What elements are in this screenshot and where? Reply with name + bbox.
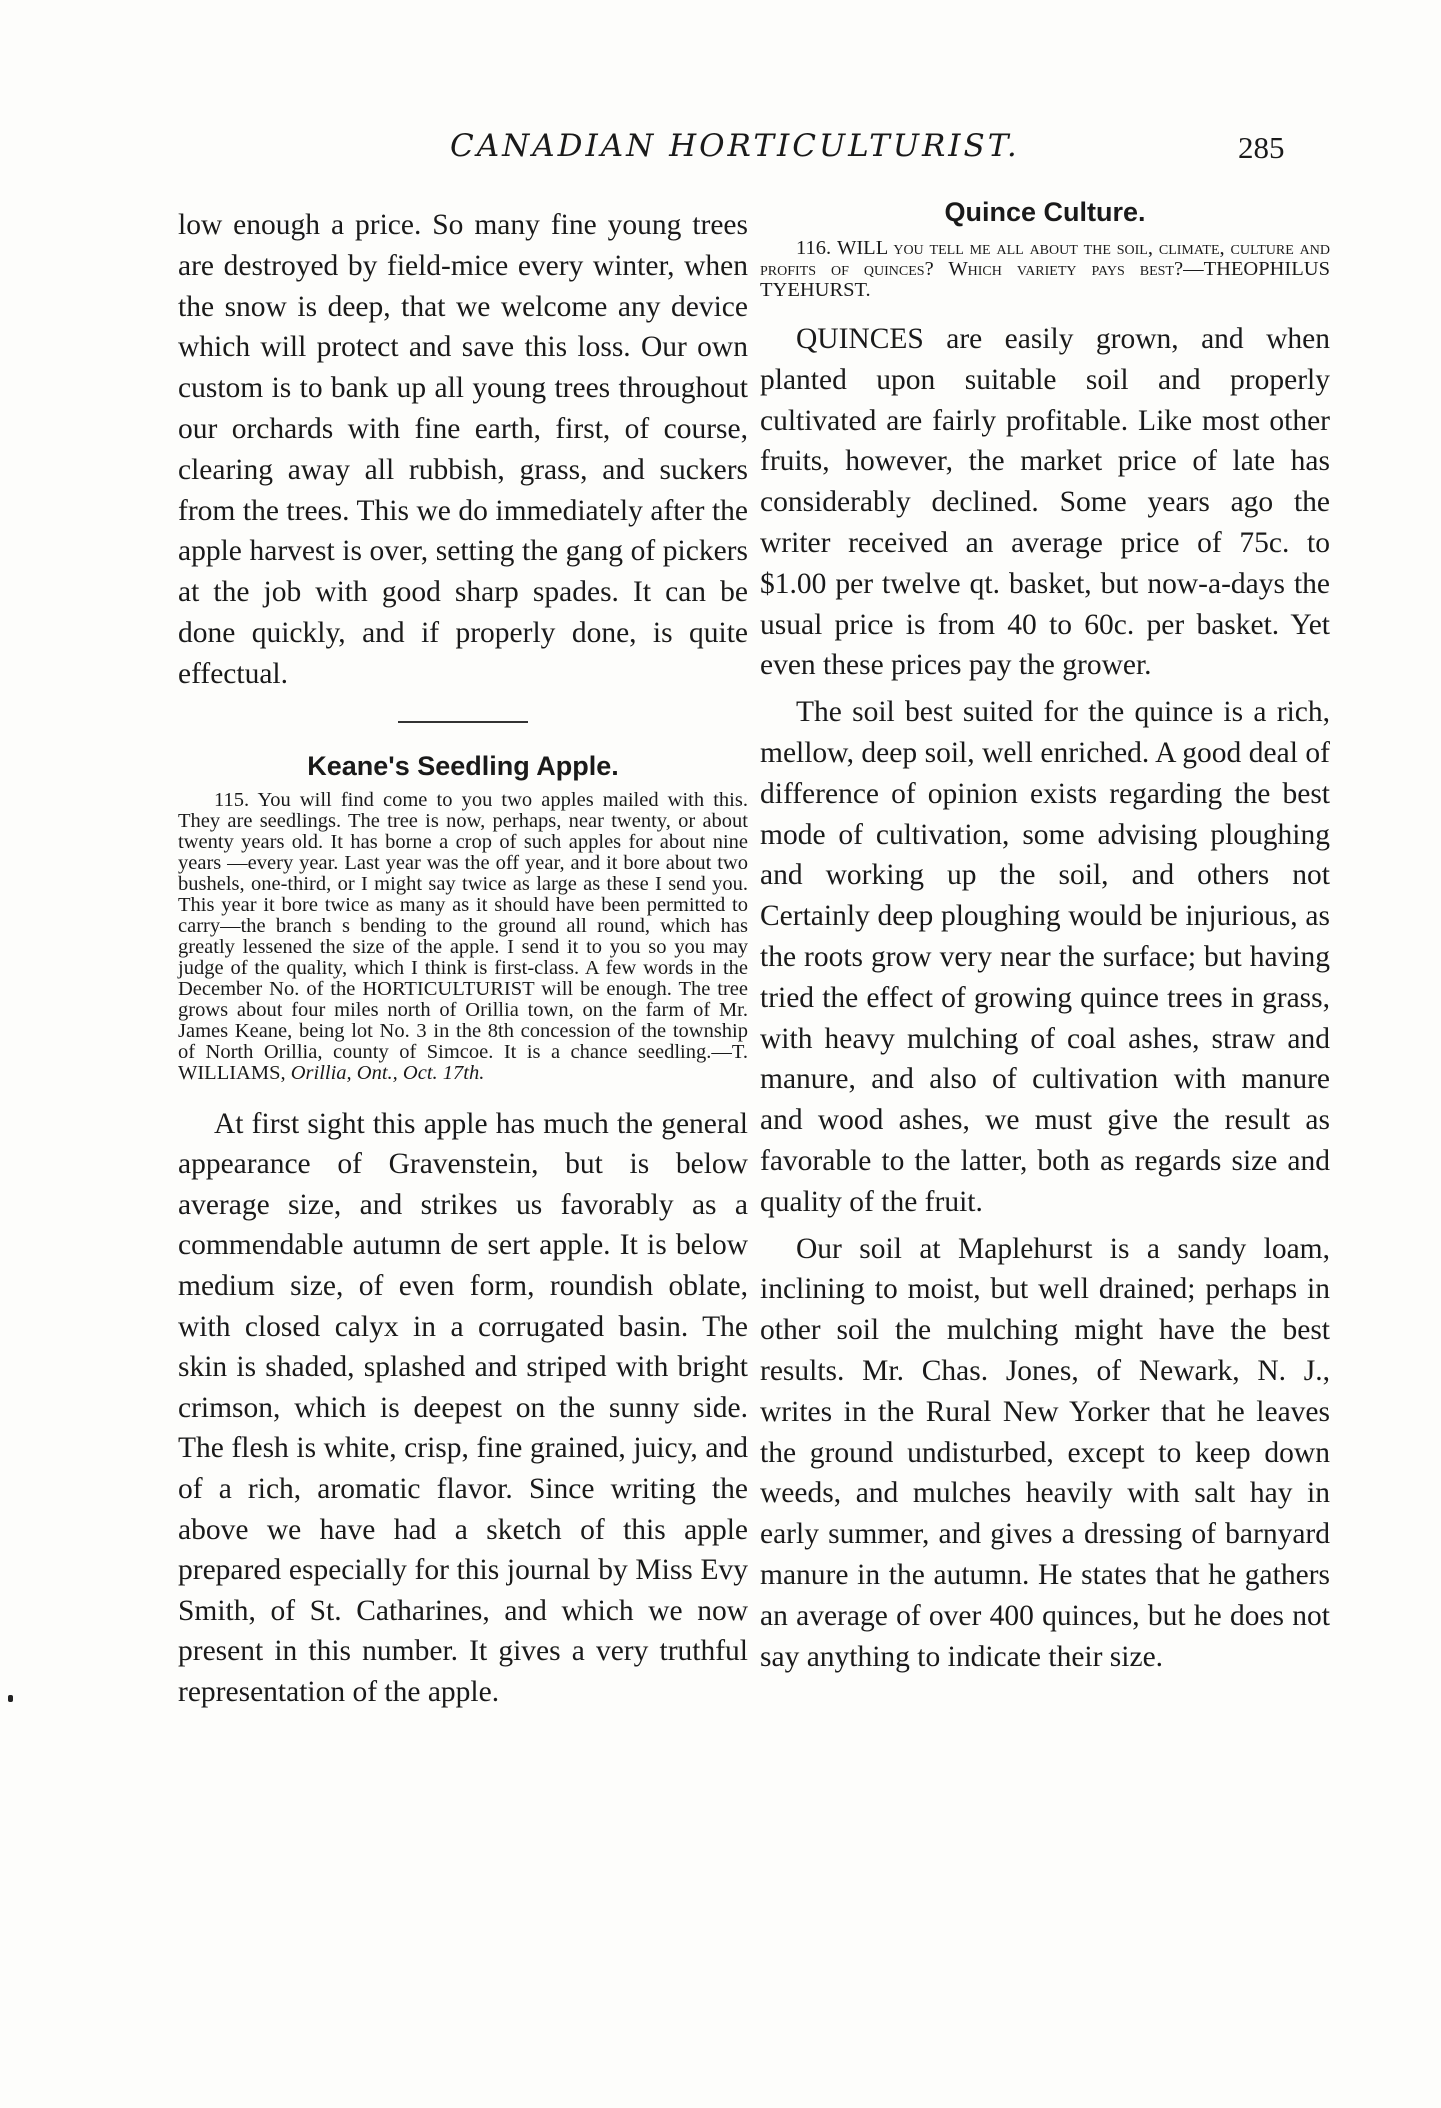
question-signature: T. WILLIAMS, [178,1040,748,1084]
reader-question-116 [760,238,1330,301]
section-divider [398,721,528,723]
article-title-quince-culture: Quince Culture. [944,197,1146,227]
question-text: You will find come to you two apples mailed with this. They are seedlings. The tree is now, perhaps, near twenty, or about twenty years old. It has borne a crop of such apples for about nine years —every year. Last year was the off year, and it bore about two bushels, one-third, or I might say twice as large as these I send you. This year it bore twice as many as it should have been permitted to carry—the branch s bending to the ground all round, which has greatly lessened the size of the apple. I send it to you so you may judge of the quality, which I think is first-class. A few words in the December No. of the HORTICULTURIST will be enough. The tree grows about four miles north of Orillia town, on the farm of Mr. James Keane, being lot No. 3 in the 8th concession of the township of North Orillia, county of Simcoe. It is a chance seedling.— [178,788,748,1063]
answer-paragraph: At first sight this apple has much the general appearance of Gravenstein, but is below average size, and strikes us favorably as a commendable autumn de sert apple. It is below medium size, of even form, roundish oblate, with closed calyx in a corrugated basin. The skin is shaded, splashed and striped with bright crimson, which is deepest on the sunny side. The flesh is white, crisp, fine grained, juicy, and of a rich, aromatic flavor. Since writing the above we have had a sketch of this apple prepared especially for this journal by Miss Evy Smith, of St. Catharines, and which we now present in this number. It gives a very truthful representation of the apple. [178,1107,748,1708]
question-place-date: Orillia, Ont., Oct. 17th. [290,1061,485,1084]
page-number: 285 [1238,130,1285,165]
article-title-keanes-seedling: Keane's Seedling Apple. [307,750,619,781]
running-title: CANADIAN HORTICULTURIST. [450,128,1020,164]
question-number: 116. [796,237,832,259]
continuation-paragraph: low enough a price. So many fine young trees are destroyed by field-mice every winter, when the snow is deep, that we welcome any device which will protect and save this loss. Our own custom is to bank up all young trees throughout our orchards with fine earth, first, of course, clearing away all rubbish, grass, and suckers from the trees. This we do immediately after the apple harvest is over, setting the gang of pickers at the job with good sharp spades. It can be done quickly, and if properly done, is quite effectual. [178,209,748,690]
quince-paragraph-1: QUINCES are easily grown, and when planted upon suitable soil and properly cultivated are fairly profitable. Like most other fruits, however, the market price of late has considerably declined. Some years ago the writer received an average price of 75c. to $1.00 per twelve qt. basket, but now-a-days the usual price is from 40 to 60c. per basket. Yet even these prices pay the grower. [760,323,1330,682]
reader-question-115 [178,790,748,1084]
question-text: WILL you tell me all about the soil, climate, culture and profits of quinces? Which variety pays best?— [760,237,1330,280]
quince-paragraph-2: The soil best suited for the quince is a rich, mellow, deep soil, well enriched. A good deal of difference of opinion exists regarding the best mode of cultivation, some advising ploughing and working up the soil, and others not Certainly deep ploughing would be injurious, as the roots grow very near the surface; but having tried the effect of growing quince trees in grass, with heavy mulching of coal ashes, straw and manure, and also of cultivation with manure and wood ashes, we must give the result as favorable to the latter, both as regards size and quality of the fruit. [760,696,1330,1218]
left-column [178,205,748,1712]
ink-speck [8,1695,13,1702]
question-number: 115. [214,788,250,811]
quince-paragraph-3: Our soil at Maplehurst is a sandy loam, inclining to moist, but well drained; perhaps in other soil the mulching might have the best results. Mr. Chas. Jones, of Newark, N. J., writes in the Rural New Yorker that he leaves the ground undisturbed, except to keep down weeds, and mulches heavily with salt hay in early summer, and gives a dressing of barnyard manure in the autumn. He states that he gathers an average of over 400 quinces, but he does not say anything to indicate their size. [760,1232,1330,1673]
question-signature: THEOPHILUS TYEHURST. [760,258,1330,301]
right-column [760,197,1330,1677]
